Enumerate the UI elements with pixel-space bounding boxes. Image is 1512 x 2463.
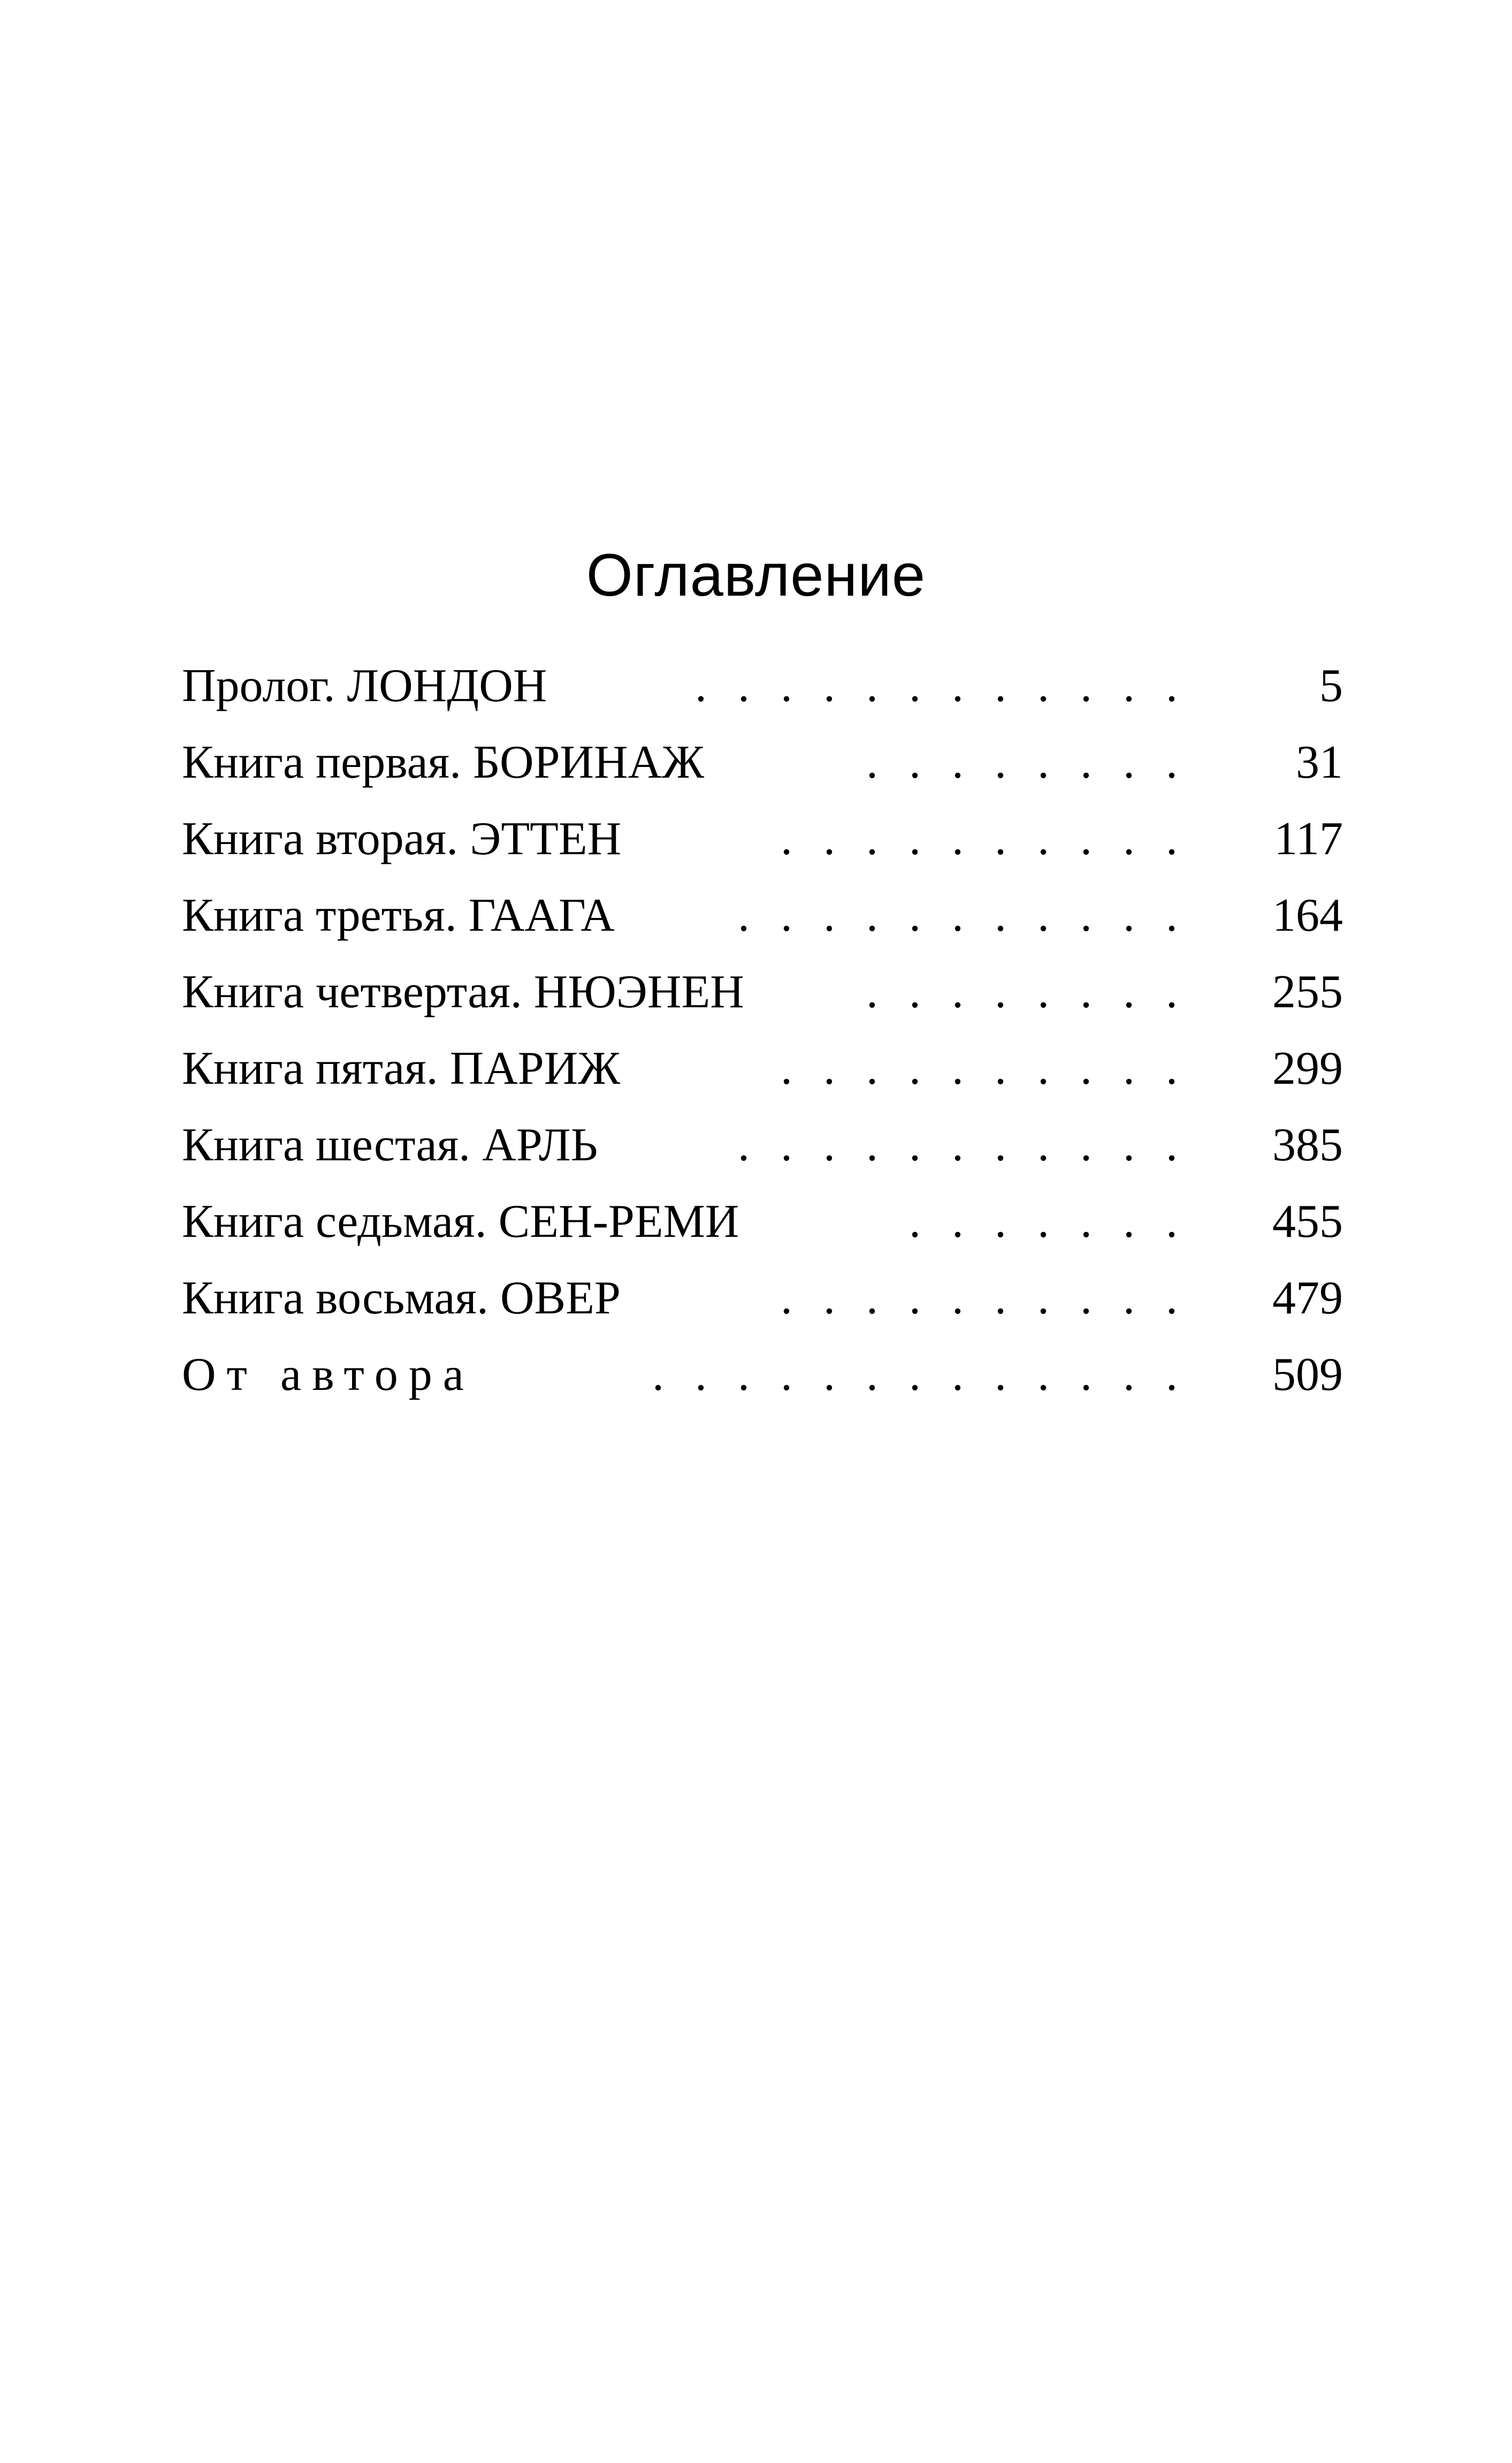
leader-dot: . — [781, 1043, 792, 1094]
leader-dot: . — [1166, 890, 1178, 941]
toc-entry-leader — [851, 954, 1193, 1030]
leader-dot: . — [823, 660, 835, 712]
leader-dot: . — [1080, 890, 1092, 941]
leader-dot: . — [738, 660, 750, 712]
leader-dot: . — [995, 660, 1006, 712]
leader-dot: . — [781, 813, 792, 865]
toc-list — [182, 648, 1343, 1413]
toc-entry-label: Книга шестая. АРЛЬ — [182, 1119, 598, 1171]
leader-dot: . — [781, 1272, 792, 1324]
toc-entry — [182, 1260, 1343, 1336]
leader-dot: . — [1080, 1043, 1092, 1094]
leader-dot: . — [695, 660, 707, 712]
leader-dot: . — [909, 1196, 921, 1248]
toc-entry — [182, 648, 1343, 724]
leader-dot: . — [1037, 966, 1049, 1018]
leader-dot: . — [1080, 813, 1092, 865]
leader-dot: . — [866, 660, 878, 712]
leader-dot: . — [909, 1349, 921, 1401]
leader-dot: . — [1080, 660, 1092, 712]
leader-dot: . — [823, 1349, 835, 1401]
toc-entry — [182, 1030, 1343, 1107]
toc-entry-leader — [722, 1107, 1193, 1183]
toc-entry-page: 164 — [1272, 890, 1343, 941]
toc-entry-page: 5 — [1319, 660, 1343, 712]
leader-dot: . — [1037, 1349, 1049, 1401]
leader-dot: . — [1123, 1119, 1135, 1171]
leader-dot: . — [909, 1272, 921, 1324]
toc-entry-label: Книга пятая. ПАРИЖ — [182, 1043, 621, 1094]
leader-dot: . — [866, 1349, 878, 1401]
toc-entry-label: Книга третья. ГААГА — [182, 890, 615, 941]
leader-dot: . — [1166, 813, 1178, 865]
leader-dot: . — [652, 1349, 664, 1401]
leader-dot: . — [1080, 736, 1092, 788]
toc-entry-label: Книга четвертая. НЮЭНЕН — [182, 966, 744, 1018]
leader-dot: . — [1166, 1272, 1178, 1324]
toc-entry-label: Книга седьмая. СЕН-РЕМИ — [182, 1196, 739, 1248]
leader-dot: . — [781, 1349, 792, 1401]
toc-entry-label: Книга восьмая. ОВЕР — [182, 1272, 621, 1324]
leader-dot: . — [909, 660, 921, 712]
leader-dot: . — [866, 1272, 878, 1324]
toc-entry-label: От автора — [182, 1349, 475, 1401]
leader-dot: . — [1037, 1196, 1049, 1248]
toc-entry-leader — [679, 648, 1193, 724]
leader-dot: . — [995, 890, 1006, 941]
leader-dot: . — [995, 813, 1006, 865]
leader-dot: . — [1037, 890, 1049, 941]
leader-dot: . — [866, 813, 878, 865]
leader-dot: . — [1166, 660, 1178, 712]
leader-dot: . — [1123, 736, 1135, 788]
toc-entry — [182, 1183, 1343, 1260]
leader-dot: . — [695, 1349, 707, 1401]
leader-dot: . — [1166, 736, 1178, 788]
leader-dot: . — [1080, 966, 1092, 1018]
toc-title: Оглавление — [586, 542, 926, 609]
leader-dot: . — [1123, 966, 1135, 1018]
leader-dot: . — [1166, 1119, 1178, 1171]
toc-entry-label: Книга первая. БОРИНАЖ — [182, 736, 705, 788]
leader-dot: . — [952, 1196, 964, 1248]
toc-entry-leader — [765, 801, 1193, 877]
leader-dot: . — [866, 1043, 878, 1094]
toc-entry — [182, 801, 1343, 877]
leader-dot: . — [823, 890, 835, 941]
leader-dot: . — [1123, 813, 1135, 865]
leader-dot: . — [823, 1119, 835, 1171]
leader-dot: . — [995, 966, 1006, 1018]
toc-entry-leader — [722, 877, 1193, 954]
leader-dot: . — [1080, 1196, 1092, 1248]
leader-dot: . — [866, 1119, 878, 1171]
leader-dot: . — [1080, 1272, 1092, 1324]
leader-dot: . — [952, 1272, 964, 1324]
leader-dot: . — [1123, 1196, 1135, 1248]
leader-dot: . — [952, 966, 964, 1018]
toc-entry-leader — [851, 724, 1193, 801]
leader-dot: . — [952, 1043, 964, 1094]
leader-dot: . — [952, 1349, 964, 1401]
leader-dot: . — [866, 890, 878, 941]
leader-dot: . — [1037, 1043, 1049, 1094]
leader-dot: . — [909, 890, 921, 941]
toc-entry — [182, 877, 1343, 954]
toc-entry-page: 509 — [1272, 1349, 1343, 1401]
leader-dot: . — [1037, 660, 1049, 712]
leader-dot: . — [1123, 890, 1135, 941]
leader-dot: . — [1166, 1043, 1178, 1094]
toc-entry-leader — [637, 1336, 1193, 1413]
leader-dot: . — [952, 813, 964, 865]
leader-dot: . — [823, 1043, 835, 1094]
toc-entry-page: 479 — [1272, 1272, 1343, 1324]
leader-dot: . — [866, 736, 878, 788]
toc-entry-page: 299 — [1272, 1043, 1343, 1094]
leader-dot: . — [1166, 1196, 1178, 1248]
toc-entry — [182, 724, 1343, 801]
toc-entry-label: Книга вторая. ЭТТЕН — [182, 813, 622, 865]
leader-dot: . — [1037, 1272, 1049, 1324]
leader-dot: . — [952, 736, 964, 788]
toc-entry-page: 117 — [1274, 813, 1343, 865]
leader-dot: . — [1080, 1119, 1092, 1171]
leader-dot: . — [823, 813, 835, 865]
leader-dot: . — [738, 1349, 750, 1401]
leader-dot: . — [1037, 1119, 1049, 1171]
leader-dot: . — [1080, 1349, 1092, 1401]
leader-dot: . — [995, 1196, 1006, 1248]
leader-dot: . — [909, 966, 921, 1018]
leader-dot: . — [738, 1119, 750, 1171]
leader-dot: . — [1037, 736, 1049, 788]
leader-dot: . — [1166, 966, 1178, 1018]
toc-entry-page: 31 — [1296, 736, 1343, 788]
leader-dot: . — [823, 1272, 835, 1324]
toc-entry-label: Пролог. ЛОНДОН — [182, 660, 547, 712]
leader-dot: . — [909, 1119, 921, 1171]
toc-entry-page: 255 — [1272, 966, 1343, 1018]
leader-dot: . — [995, 1349, 1006, 1401]
toc-entry-leader — [765, 1030, 1193, 1107]
toc-entry-leader — [765, 1260, 1193, 1336]
leader-dot: . — [781, 660, 792, 712]
leader-dot: . — [995, 1119, 1006, 1171]
leader-dot: . — [952, 660, 964, 712]
toc-entry — [182, 954, 1343, 1030]
leader-dot: . — [866, 966, 878, 1018]
leader-dot: . — [781, 1119, 792, 1171]
toc-entry-page: 455 — [1272, 1196, 1343, 1248]
leader-dot: . — [995, 736, 1006, 788]
toc-entry-page: 385 — [1272, 1119, 1343, 1171]
leader-dot: . — [909, 813, 921, 865]
leader-dot: . — [738, 890, 750, 941]
toc-entry — [182, 1107, 1343, 1183]
leader-dot: . — [1123, 1272, 1135, 1324]
leader-dot: . — [909, 736, 921, 788]
toc-entry — [182, 1336, 1343, 1413]
leader-dot: . — [995, 1272, 1006, 1324]
leader-dot: . — [781, 890, 792, 941]
leader-dot: . — [952, 890, 964, 941]
leader-dot: . — [1037, 813, 1049, 865]
leader-dot: . — [1166, 1349, 1178, 1401]
toc-entry-leader — [894, 1183, 1193, 1260]
leader-dot: . — [909, 1043, 921, 1094]
leader-dot: . — [952, 1119, 964, 1171]
leader-dot: . — [1123, 1349, 1135, 1401]
leader-dot: . — [1123, 660, 1135, 712]
leader-dot: . — [1123, 1043, 1135, 1094]
leader-dot: . — [995, 1043, 1006, 1094]
